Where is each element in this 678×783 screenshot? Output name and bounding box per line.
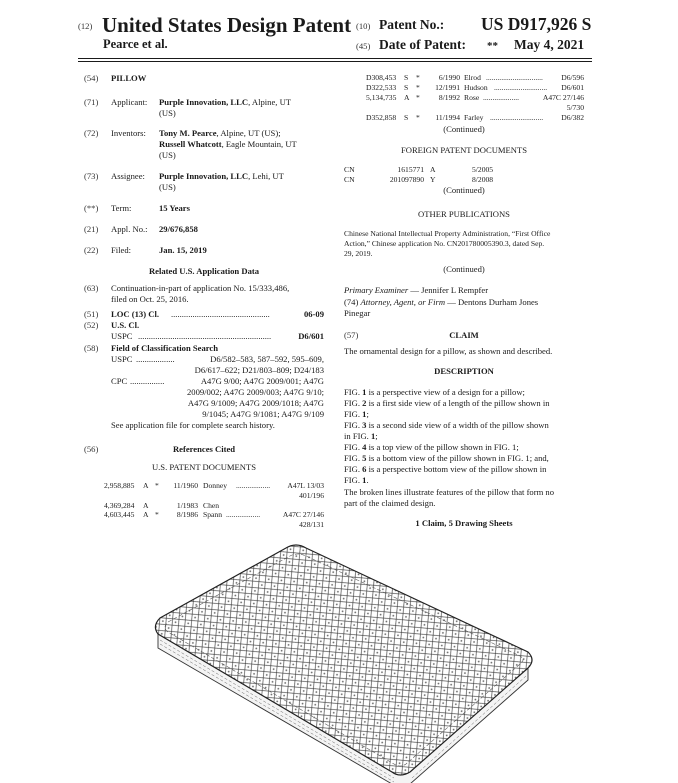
ref-name: Spann [203, 510, 222, 519]
applicant-location: , Alpine, UT [248, 97, 292, 107]
continued-2: (Continued) [443, 185, 485, 195]
filed-date: Jan. 15, 2019 [159, 245, 207, 255]
desc-post: is a top view of the pillow shown in FIG. 1; [366, 442, 519, 452]
ref-star: * [155, 481, 159, 490]
ref-class-2: 5/730 [566, 103, 584, 112]
ref-date: 8/1986 [176, 510, 198, 519]
ref-name: Chen [203, 501, 220, 510]
ref-class: A47L 13/03 [287, 481, 324, 490]
other-pubs-heading: OTHER PUBLICATIONS [418, 209, 510, 219]
ref-star: * [416, 83, 420, 92]
assignee-label: Assignee: [111, 171, 145, 181]
desc-pre: FIG. [344, 475, 363, 485]
other-pub-line-2: Action,” Chinese application No. CN201780005390.3, dated Sep. [344, 239, 545, 248]
ref-kind: S [404, 83, 409, 92]
applicant-code: (71) [84, 97, 99, 107]
patent-number: US D917,926 S [481, 14, 592, 34]
desc-fig: 1 [362, 387, 367, 397]
desc-pre: FIG. [344, 453, 363, 463]
desc-fig: 1 [362, 475, 367, 485]
ref-dots: .................. [236, 481, 271, 490]
foreign-country: CN [344, 175, 355, 184]
claims-sheets: 1 Claim, 5 Drawing Sheets [415, 518, 513, 528]
ref-class: A47C 27/146 [282, 510, 324, 519]
search-note: See application file for complete search history. [111, 420, 275, 430]
ref-class: A47C 27/146 [542, 93, 584, 102]
examiner-name: — Jennifer L Rempfer [408, 285, 489, 295]
cpc-label: CPC [111, 376, 128, 386]
desc-pre: FIG. [344, 464, 363, 474]
desc-post: is a perspective bottom view of the pillow shown in [366, 464, 547, 474]
examiner-label: Primary Examiner [344, 285, 409, 295]
desc-post: is a bottom view of the pillow shown in FIG. 1; and, [366, 453, 549, 463]
claim-text: The ornamental design for a pillow, as shown and described. [344, 346, 553, 356]
desc-pre: FIG. [344, 409, 363, 419]
ref-class-2: 401/196 [299, 491, 324, 500]
desc-post: . [366, 475, 369, 485]
patent-date: May 4, 2021 [514, 37, 585, 52]
kind-code: (12) [78, 21, 93, 31]
loc-label: LOC (13) Cl. [111, 309, 159, 319]
uscl-code: (52) [84, 320, 99, 330]
foreign-date: 5/2005 [472, 165, 494, 174]
field-uspc-2: D6/617–622; D21/803–809; D24/183 [194, 365, 324, 375]
broken-lines-2: part of the claimed design. [344, 498, 436, 508]
ref-class-2: 428/131 [299, 520, 324, 529]
ref-number: 5,134,735 [366, 93, 397, 102]
desc-fig: 6 [362, 464, 367, 474]
term-label: Term: [111, 203, 132, 213]
attorney-name: — Dentons Durham Jones [445, 297, 539, 307]
field-uspc-1: D6/582–583, 587–592, 595–609, [210, 354, 324, 364]
loc-value: 06-09 [303, 309, 324, 319]
ref-name: Rose [464, 93, 480, 102]
patent-no-code: (10) [356, 21, 371, 31]
assignee-location: , Lehi, UT [248, 171, 284, 181]
ref-class: D6/596 [561, 73, 584, 82]
ref-class: D6/382 [561, 113, 584, 122]
ref-number: 2,958,885 [104, 481, 135, 490]
ref-dots: .................. [226, 510, 261, 519]
applicant-name: Purple Innovation, LLC [159, 97, 249, 107]
loc-code: (51) [84, 309, 99, 319]
foreign-kind: Y [430, 175, 436, 184]
ref-date: 11/1994 [435, 113, 460, 122]
desc-fig: 1 [362, 409, 367, 419]
ref-date: 11/1960 [173, 481, 198, 490]
foreign-heading: FOREIGN PATENT DOCUMENTS [400, 145, 528, 155]
ref-date: 1/1983 [176, 501, 198, 510]
document-title: United States Design Patent [102, 13, 352, 37]
cpc-dots: ................ [130, 376, 165, 386]
ref-name: Hudson [464, 83, 488, 92]
appl-label: Appl. No.: [111, 224, 148, 234]
uspc-dots: .............................................................. [138, 331, 272, 341]
desc-fig: 3 [362, 420, 367, 430]
desc-post: ; [375, 431, 378, 441]
desc-fig: 2 [362, 398, 367, 408]
ref-star: * [416, 73, 420, 82]
assignee-country: (US) [159, 182, 176, 192]
assignee-name: Purple Innovation, LLC [159, 171, 249, 181]
appl-code: (21) [84, 224, 99, 234]
inventors-label: Inventors: [111, 128, 146, 138]
continuation-line-1: Continuation-in-part of application No. 15/333,486, [111, 283, 290, 293]
applicant-label: Applicant: [111, 97, 148, 107]
foreign-date: 8/2008 [472, 175, 494, 184]
ref-name: Donney [203, 481, 228, 490]
ref-date: 8/1992 [438, 93, 460, 102]
inventor-2-country: (US) [159, 150, 176, 160]
other-pub-line-1: Chinese National Intellectual Property Administration, “First Office [344, 229, 551, 238]
ref-star: * [155, 510, 159, 519]
date-label: Date of Patent: [379, 37, 466, 52]
cpc-3: A47G 9/1009; A47G 2009/1018; A47G [187, 398, 324, 408]
invention-title: PILLOW [111, 73, 147, 83]
ref-kind: A [143, 481, 149, 490]
desc-post: is a second side view of a width of the pillow shown [366, 420, 549, 430]
inventor-2-name: Russell Whatcott [159, 139, 222, 149]
ref-number: D308,453 [366, 73, 397, 82]
claim-heading: CLAIM [449, 330, 479, 340]
broken-lines-1: The broken lines illustrate features of the pillow that form no [344, 487, 555, 497]
attorney-label: Attorney, Agent, or Firm [360, 297, 446, 307]
desc-pre: FIG. [344, 420, 363, 430]
ref-dots: ................... [483, 93, 520, 102]
continuation-code: (63) [84, 283, 99, 293]
inventor-2-location: , Eagle Mountain, UT [221, 139, 297, 149]
ref-dots: ............................ [494, 83, 548, 92]
desc-pre: FIG. [344, 387, 363, 397]
date-code: (45) [356, 41, 371, 51]
ref-star: * [416, 113, 420, 122]
uspc-label: USPC [111, 331, 133, 341]
uscl-label: U.S. Cl. [111, 320, 140, 330]
ref-kind: A [143, 501, 149, 510]
ref-kind: A [404, 93, 410, 102]
inventor-1-name: Tony M. Pearce [159, 128, 217, 138]
desc-post: ; [366, 409, 369, 419]
ref-name: Elrod [464, 73, 481, 82]
foreign-kind: A [430, 165, 436, 174]
term-value: 15 Years [159, 203, 190, 213]
ref-dots: .............................. [486, 73, 543, 82]
field-label: Field of Classification Search [111, 343, 219, 353]
us-docs-heading: U.S. PATENT DOCUMENTS [151, 462, 257, 472]
patent-no-label: Patent No.: [379, 17, 445, 32]
filed-code: (22) [84, 245, 99, 255]
attorney-name-2: Pinegar [344, 308, 371, 318]
field-uspc-label: USPC [111, 354, 133, 364]
ref-kind: S [404, 113, 409, 122]
ref-number: D322,533 [366, 83, 397, 92]
date-stars: ** [487, 40, 498, 52]
assignee-code: (73) [84, 171, 99, 181]
attorney-code: (74) [344, 297, 359, 307]
desc-post: is a perspective view of a design for a pillow; [366, 387, 525, 397]
continued-1: (Continued) [443, 124, 485, 134]
desc-pre: FIG. [344, 398, 363, 408]
related-heading: Related U.S. Application Data [148, 266, 260, 276]
inventor-short: Pearce et al. [103, 37, 168, 51]
title-code: (54) [84, 73, 99, 83]
term-code: (**) [84, 203, 99, 213]
desc-pre: in FIG. [344, 431, 371, 441]
continued-3: (Continued) [443, 264, 485, 274]
inventors-code: (72) [84, 128, 99, 138]
cpc-4: 9/1045; A47G 9/1081; A47G 9/109 [202, 409, 324, 419]
field-uspc-dots: .................. [136, 354, 175, 364]
applicant-country: (US) [159, 108, 176, 118]
desc-pre: FIG. [344, 442, 363, 452]
field-code: (58) [84, 343, 99, 353]
pillow-top-surface [155, 545, 532, 775]
loc-dots: .............................................. [171, 309, 270, 319]
ref-number: D352,858 [366, 113, 397, 122]
refs-heading: References Cited [172, 444, 236, 454]
cpc-1: A47G 9/00; A47G 2009/001; A47G [200, 376, 324, 386]
claim-code: (57) [344, 330, 359, 340]
ref-date: 6/1990 [438, 73, 460, 82]
ref-number: 4,603,445 [104, 510, 135, 519]
appl-number: 29/676,858 [159, 224, 198, 234]
ref-class: D6/601 [561, 83, 584, 92]
foreign-country: CN [344, 165, 355, 174]
inventor-1-location: , Alpine, UT (US); [216, 128, 281, 138]
foreign-number: 201097890 [389, 175, 424, 184]
desc-fig: 1 [370, 431, 376, 441]
uspc-value: D6/601 [298, 331, 324, 341]
ref-kind: A [143, 510, 149, 519]
desc-fig: 5 [362, 453, 367, 463]
ref-kind: S [404, 73, 409, 82]
ref-date: 12/1991 [435, 83, 460, 92]
ref-name: Farley [464, 113, 484, 122]
description-heading: DESCRIPTION [434, 366, 494, 376]
other-pub-line-3: 29, 2019. [344, 249, 373, 258]
desc-fig: 4 [362, 442, 367, 452]
continuation-line-2: filed on Oct. 25, 2016. [111, 294, 189, 304]
filed-label: Filed: [111, 245, 132, 255]
refs-code: (56) [84, 444, 99, 454]
cpc-2: 2009/002; A47G 2009/003; A47G 9/10; [186, 387, 324, 397]
desc-post: is a first side view of a length of the pillow shown in [366, 398, 550, 408]
foreign-number: 1615771 [397, 165, 424, 174]
ref-dots: ............................ [490, 113, 544, 122]
ref-number: 4,369,284 [104, 501, 135, 510]
ref-star: * [416, 93, 420, 102]
